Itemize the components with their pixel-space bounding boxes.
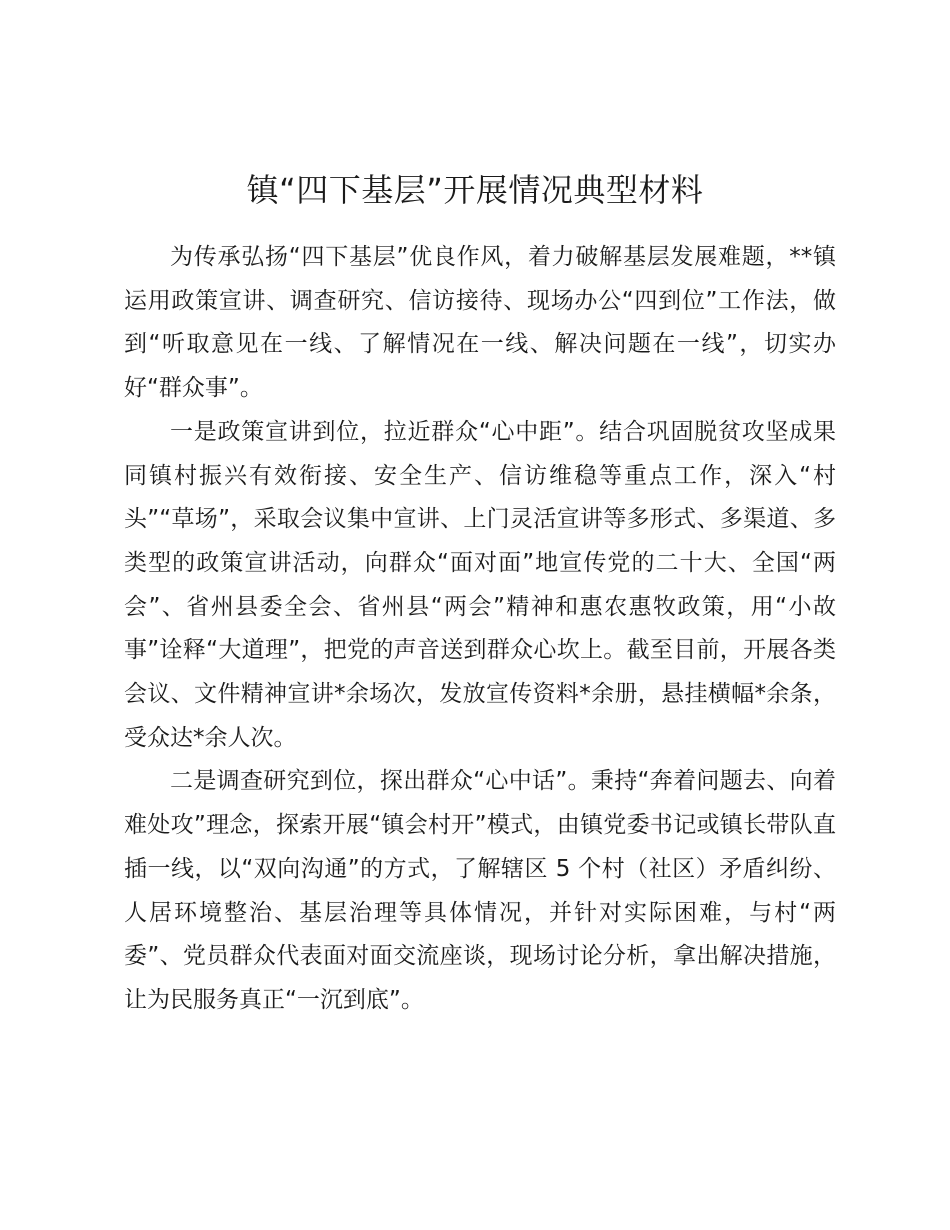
paragraph-intro: 为传承弘扬“四下基层”优良作风，着力破解基层发展难题，**镇运用政策宣讲、调查研究、信访接待、现场办公“四到位”工作法，做到“听取意见在一线、了解情况在一线、解决问题在一线”，切实办好“群众事”。	[124, 244, 836, 402]
paragraph-policy-promotion: 一是政策宣讲到位，拉近群众“心中距”。结合巩固脱贫攻坚成果同镇村振兴有效衔接、安全生产、信访维稳等重点工作，深入“村头”“草场”，采取会议集中宣讲、上门灵活宣讲等多形式、多渠道、多类型的政策宣讲活动，向群众“面对面”地宣传党的二十大、全国“两会”、省州县委全会、省州县“两会”精神和惠农惠牧政策，用“小故事”诠释“大道理”，把党的声音送到群众心坎上。截至目前，开展各类会议、文件精神宣讲*余场次，发放宣传资料*余册，悬挂横幅*余条，受众达*余人次。	[124, 418, 836, 751]
paragraph-investigation-research: 二是调查研究到位，探出群众“心中话”。秉持“奔着问题去、向着难处攻”理念，探索开展“镇会村开”模式，由镇党委书记或镇长带队直插一线，以“双向沟通”的方式，了解辖区 5 个村（社区）矛盾纠纷、人居环境整治、基层治理等具体情况，并针对实际困难，与村“两委”、党员群众代表面对面交流座谈，现场讨论分析，拿出解决措施，让为民服务真正“一沉到底”。	[124, 768, 836, 1013]
document-title: 镇“四下基层”开展情况典型材料	[246, 171, 704, 209]
document-body	[124, 236, 836, 1023]
